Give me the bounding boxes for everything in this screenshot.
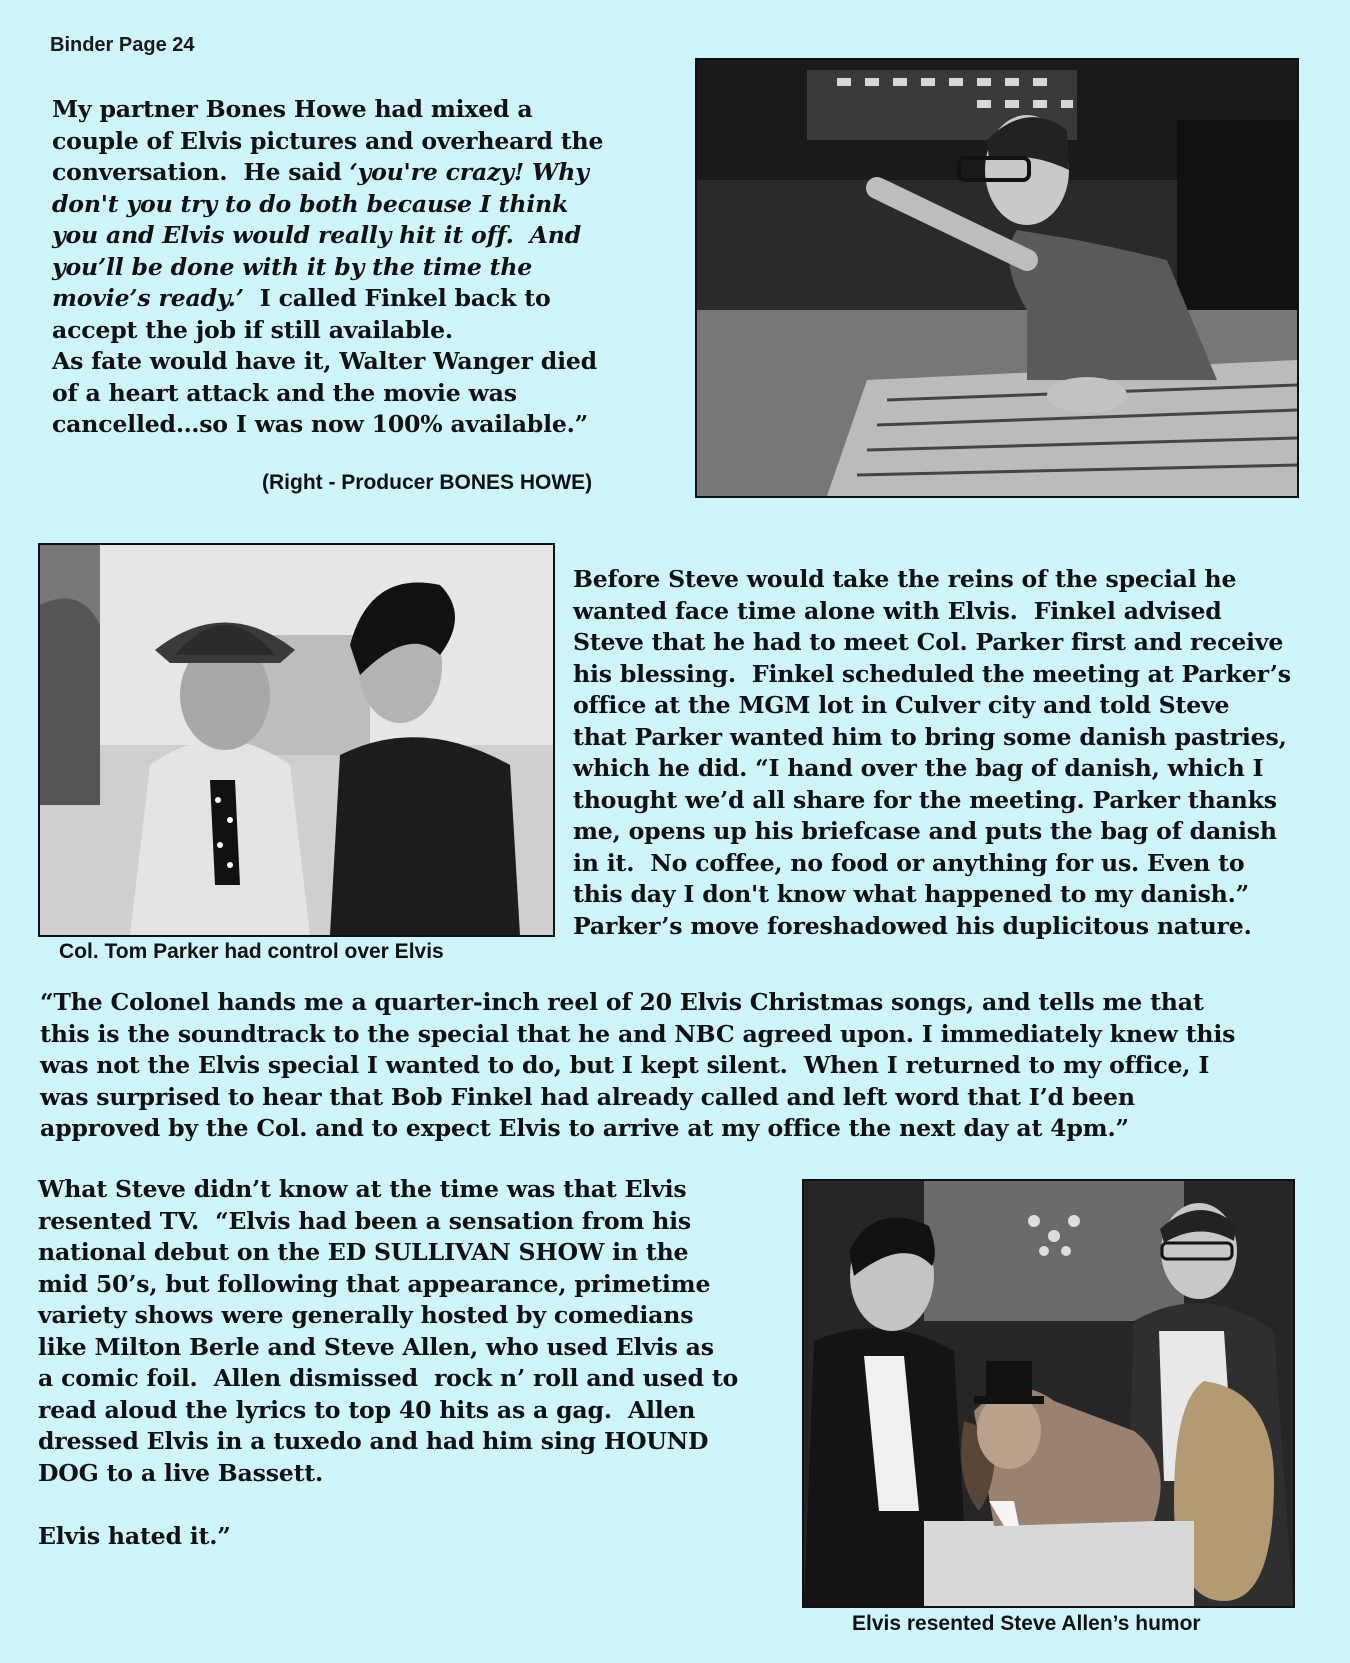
text-line [52, 126, 603, 158]
text-line: was surprised to hear that Bob Finkel had already called and left word that I’d been [40, 1082, 1135, 1111]
text-line: Elvis hated it.” [38, 1521, 231, 1550]
text-line: Before Steve would take the reins of the special he [573, 565, 1237, 593]
text-line: his blessing. Finkel scheduled the meeting at Parker’s [573, 659, 1291, 688]
text-line [52, 283, 603, 315]
text-line: read aloud the lyrics to top 40 hits as a gag. Allen [38, 1395, 696, 1424]
text-line: Parker’s move foreshadowed his duplicitous nature. [573, 911, 1252, 940]
page-label: Binder Page 24 [50, 34, 195, 56]
text-line [52, 220, 603, 252]
text-line: was not the Elvis special I wanted to do, but I kept silent. When I returned to my office, I [40, 1051, 1210, 1079]
text-line [38, 1489, 738, 1521]
text-line: in it. No coffee, no food or anything for us. Even to [573, 848, 1245, 877]
text-line: wanted face time alone with Elvis. Finkel advised [573, 596, 1222, 625]
text-line: DOG to a live Bassett. [38, 1458, 324, 1487]
text-line: which he did. “I hand over the bag of danish, which I [573, 754, 1264, 782]
text-segment: My partner Bones Howe had mixed a [52, 95, 533, 123]
text-line: thought we’d all share for the meeting. Parker thanks [573, 785, 1277, 814]
text-segment: As fate would have it, Walter Wanger died [52, 347, 597, 375]
text-segment: don't you try to do both because I think [52, 189, 569, 218]
text-line: this is the soundtrack to the special that he and NBC agreed upon. I immediately knew this [40, 1019, 1236, 1048]
text-line: me, opens up his briefcase and puts the bag of danish [573, 817, 1277, 845]
text-line [52, 189, 603, 221]
text-segment: couple of Elvis pictures and overheard the [52, 126, 604, 155]
text-line: “The Colonel hands me a quarter-inch reel of 20 Elvis Christmas songs, and tells me that [40, 988, 1204, 1016]
steve-allen-photo-caption: Elvis resented Steve Allen’s humor [852, 1612, 1201, 1635]
bones-howe-photo [695, 58, 1299, 498]
bones-howe-quote-text [52, 94, 603, 441]
text-line: this day I don't know what happened to my danish.” [573, 880, 1250, 908]
steve-allen-text [38, 1174, 738, 1552]
text-line: variety shows were generally hosted by comedians [38, 1301, 694, 1329]
colonel-reel-quote-text [40, 987, 1235, 1145]
text-line [52, 378, 603, 410]
text-line: like Milton Berle and Steve Allen, who used Elvis as [38, 1332, 714, 1361]
text-line: office at the MGM lot in Culver city and told Steve [573, 691, 1230, 719]
bones-howe-caption: (Right - Producer BONES HOWE) [262, 471, 593, 494]
text-segment: you’ll be done with it by the time the [52, 252, 533, 281]
text-line [52, 94, 603, 126]
text-line: resented TV. “Elvis had been a sensation from his [38, 1206, 691, 1235]
text-segment: you and Elvis would really hit it off. And [52, 221, 582, 249]
danish-story-text [573, 564, 1291, 942]
text-line [52, 409, 603, 441]
text-segment: of a heart attack and the movie was [52, 378, 517, 407]
text-line: national debut on the ED SULLIVAN SHOW in the [38, 1238, 689, 1266]
parker-photo-caption: Col. Tom Parker had control over Elvis [59, 940, 444, 963]
text-segment: conversation. He said [52, 158, 350, 186]
parker-elvis-photo [38, 543, 555, 937]
text-line [52, 157, 603, 189]
text-segment: movie’s ready.’ [52, 284, 244, 312]
text-line [52, 346, 603, 378]
text-segment: ‘you're crazy! Why [349, 158, 589, 186]
text-line [52, 315, 603, 347]
text-segment: I called Finkel back to [243, 284, 551, 312]
text-line: mid 50’s, but following that appearance, primetime [38, 1269, 711, 1298]
elvis-steve-allen-photo [802, 1179, 1295, 1608]
text-segment: accept the job if still available. [52, 315, 453, 344]
text-segment: cancelled…so I was now 100% available.” [52, 410, 589, 438]
text-line: dressed Elvis in a tuxedo and had him sing HOUND [38, 1427, 709, 1455]
text-line [52, 252, 603, 284]
text-line: that Parker wanted him to bring some danish pastries, [573, 722, 1287, 751]
text-line: What Steve didn’t know at the time was that Elvis [38, 1175, 687, 1203]
text-line: approved by the Col. and to expect Elvis to arrive at my office the next day at 4pm.” [40, 1114, 1129, 1142]
text-line: Steve that he had to meet Col. Parker first and receive [573, 628, 1284, 656]
text-line: a comic foil. Allen dismissed rock n’ roll and used to [38, 1364, 739, 1392]
